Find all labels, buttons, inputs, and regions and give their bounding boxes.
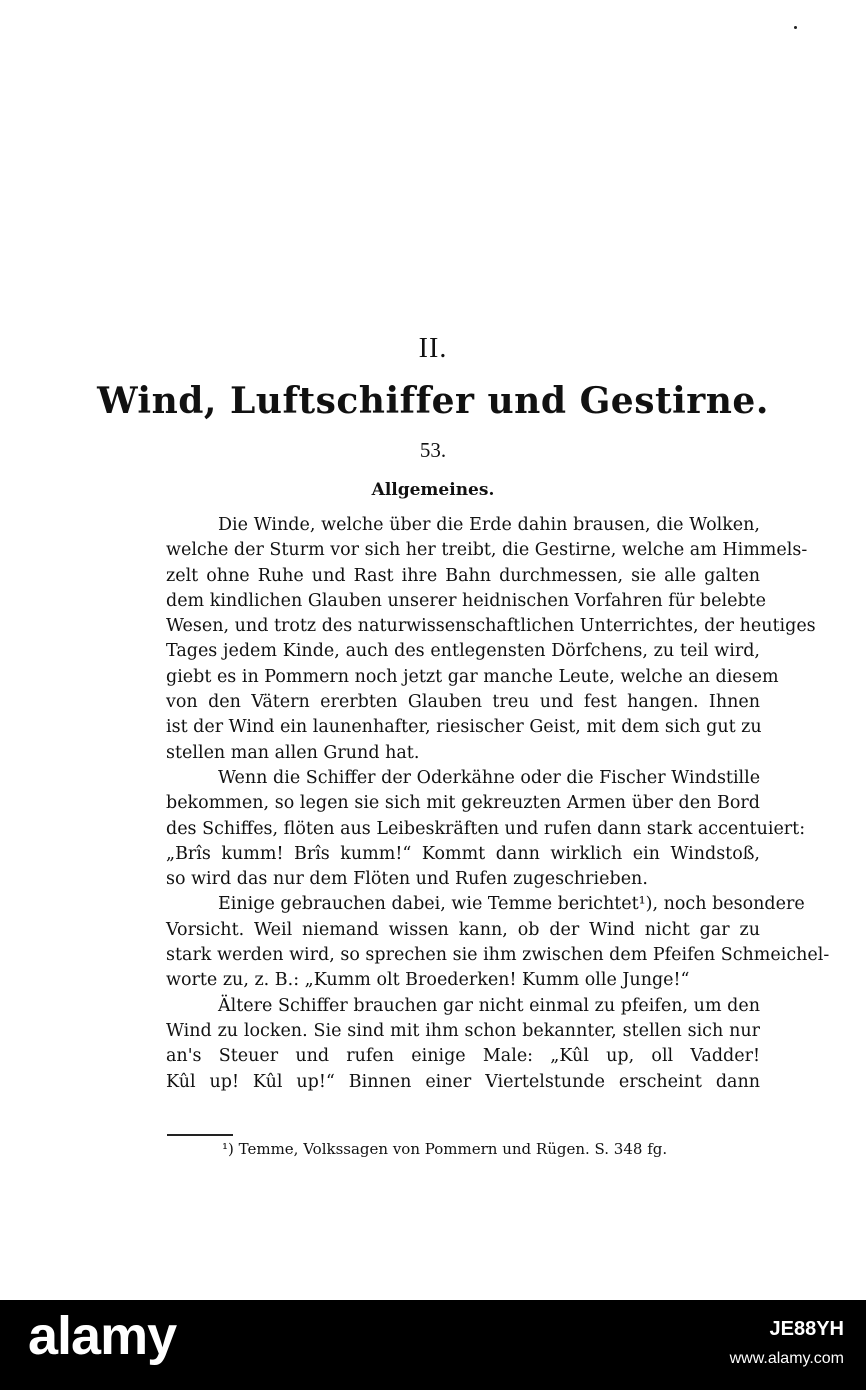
text-line: zelt ohne Ruhe und Rast ihre Bahn durchmessen, sie alle galten	[166, 565, 760, 586]
text-line: ist der Wind ein launenhafter, riesischer Geist, mit dem sich gut zu	[166, 717, 762, 738]
text-line: welche der Sturm vor sich her treibt, die Gestirne, welche am Himmels-	[166, 540, 808, 561]
site-url: www.alamy.com	[729, 1350, 844, 1367]
brand-logo: alamy	[28, 1306, 177, 1366]
text-line: an's Steuer und rufen einige Male: „Kûl up, oll Vadder!	[166, 1046, 760, 1067]
text-line: Wind zu locken. Sie sind mit ihm schon bekannter, stellen sich nur	[166, 1020, 760, 1041]
page-speck	[794, 26, 797, 29]
text-line: „Brîs kumm! Brîs kumm!“ Kommt dann wirklich ein Windstoß,	[166, 843, 760, 864]
text-line: so wird das nur dem Flöten und Rufen zugeschrieben.	[166, 869, 648, 890]
text-line: Die Winde, welche über die Erde dahin brausen, die Wolken,	[218, 515, 760, 535]
section-title: Allgemeines.	[371, 480, 495, 500]
text-line: des Schiffes, flöten aus Leibeskräften und rufen dann stark accentuiert:	[166, 818, 806, 839]
text-line: Wenn die Schiffer der Oderkähne oder die Fischer Windstille	[218, 767, 761, 788]
image-id: JE88YH	[769, 1318, 844, 1340]
text-line: stellen man allen Grund hat.	[166, 742, 420, 763]
footnote-rule	[167, 1134, 233, 1136]
text-line: stark werden wird, so sprechen sie ihm zwischen dem Pfeifen Schmeichel-	[166, 945, 830, 966]
text-line: Kûl up! Kûl up!“ Binnen einer Viertelstunde erscheint dann	[166, 1071, 760, 1092]
text-line: Ältere Schiffer brauchen gar nicht einmal zu pfeifen, um den	[218, 995, 760, 1016]
text-line: Wesen, und trotz des naturwissenschaftlichen Unterrichtes, der heutiges	[166, 616, 816, 637]
text-line: Tages jedem Kinde, auch des entlegensten Dörfchens, zu teil wird,	[166, 641, 760, 662]
text-line: bekommen, so legen sie sich mit gekreuzten Armen über den Bord	[166, 793, 760, 814]
text-line: von den Vätern ererbten Glauben treu und fest hangen. Ihnen	[166, 692, 760, 713]
chapter-number: II.	[418, 333, 448, 364]
text-line: dem kindlichen Glauben unserer heidnischen Vorfahren für belebte	[166, 590, 767, 611]
text-line: Vorsicht. Weil niemand wissen kann, ob der Wind nicht gar zu	[166, 919, 760, 940]
footnote: ¹) Temme, Volkssagen von Pommern und Rügen. S. 348 fg.	[222, 1140, 668, 1158]
text-line: giebt es in Pommern noch jetzt gar manche Leute, welche an diesem	[166, 666, 779, 687]
text-line: Einige gebrauchen dabei, wie Temme berichtet¹), noch besondere	[218, 894, 805, 915]
text-line: worte zu, z. B.: „Kumm olt Broederken! Kumm olle Junge!“	[166, 970, 690, 991]
body-text	[166, 513, 830, 1095]
section-number: 53.	[419, 438, 447, 462]
chapter-title: Wind, Luftschiffer und Gestirne.	[97, 380, 769, 422]
